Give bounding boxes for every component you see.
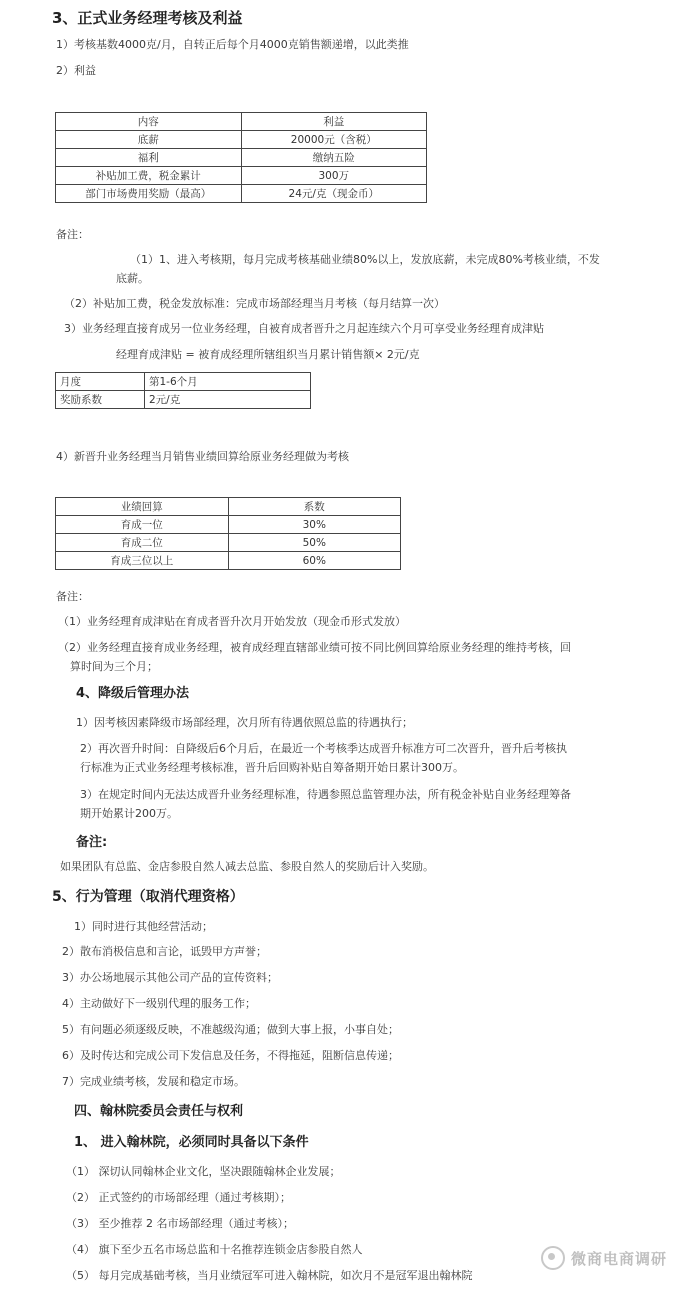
s4-p2a: 2）再次晋升时间：自降级后6个月后，在最近一个考核季达成晋升标准方可二次晋升，晋升后考核执 [80,742,567,755]
list-item: （4） 旗下至少五名市场总监和十名推荐连锁金店参股自然人 [66,1243,363,1256]
table-cell: 育成一位 [56,516,229,534]
table-header-cell: 业绩回算 [56,498,229,516]
table-cell: 缴纳五险 [241,149,427,167]
s3-p4: 4）新晋升业务经理当月销售业绩回算给原业务经理做为考核 [56,450,349,463]
table-header-cell: 内容 [56,113,242,131]
table-row [56,534,401,552]
table-cell: 24元/克（现金币） [241,185,427,203]
benefits-table [55,112,427,203]
list-item: 1）同时进行其他经营活动； [74,920,213,933]
table-cell: 第1-6个月 [145,373,311,391]
formula: 经理育成津贴 = 被育成经理所辖组织当月累计销售额× 2元/克 [116,348,420,361]
table-cell: 底薪 [56,131,242,149]
list-item: 7）完成业绩考核，发展和稳定市场。 [62,1075,245,1088]
note-3: 3）业务经理直接育成另一位业务经理，自被育成者晋升之月起连续六个月可享受业务经理育成津贴 [64,322,544,335]
list-item: 6）及时传达和完成公司下发信息及任务，不得拖延，阻断信息传递； [62,1049,399,1062]
section-5-title: 5、行为管理（取消代理资格） [52,889,244,905]
table-row [56,167,427,185]
note-2: （2）补贴加工费，税金发放标准：完成市场部经理当月考核（每月结算一次） [64,297,445,310]
table-cell: 育成二位 [56,534,229,552]
table-header-cell: 利益 [241,113,427,131]
table-row [56,185,427,203]
table-row [56,149,427,167]
section-3-title: 3、正式业务经理考核及利益 [52,9,243,27]
table-cell: 30% [228,516,401,534]
table-header-cell: 系数 [228,498,401,516]
table-row [56,498,401,516]
table-cell: 奖励系数 [56,391,145,409]
list-item: 4）主动做好下一级别代理的服务工作； [62,997,256,1010]
section-4-title: 4、降级后管理办法 [76,686,190,701]
list-item: 2）散布消极信息和言论，诋毁甲方声誉； [62,945,267,958]
watermark-text: 微商电商调研 [570,1249,667,1268]
table-row [56,516,401,534]
list-item: （2） 正式签约的市场部经理（通过考核期）； [66,1191,291,1204]
table-cell: 50% [228,534,401,552]
list-item: （3） 至少推荐 2 名市场部经理（通过考核）； [66,1217,294,1230]
s4-p1: 1）因考核因素降级市场部经理，次月所有待遇依照总监的待遇执行； [76,716,413,729]
table-cell: 2元/克 [145,391,311,409]
list-item: 5）有问题必须逐级反映，不准越级沟通；做到大事上报，小事自处； [62,1023,399,1036]
wechat-icon [541,1246,565,1270]
watermark [541,1246,667,1270]
s3-p1: 1）考核基数4000克/月，自转正后每个月4000克销售额递增，以此类推 [56,38,409,51]
note-b2a: （2）业务经理直接育成业务经理，被育成经理直辖部业绩可按不同比例回算给原业务经理的维持考核，回 [58,641,571,654]
s4-p3b: 期开始累计200万。 [80,807,178,820]
table-cell: 月度 [56,373,145,391]
s3-p2: 2）利益 [56,64,96,77]
table-cell: 300万 [241,167,427,185]
list-item: （1） 深切认同翰林企业文化，坚决跟随翰林企业发展； [66,1165,341,1178]
note-b1: （1）业务经理育成津贴在育成者晋升次月开始发放（现金币形式发放） [58,615,406,628]
table-row [56,552,401,570]
table-cell: 福利 [56,149,242,167]
note-label: 备注： [56,228,89,241]
s4-p2b: 行标准为正式业务经理考核标准，晋升后回购补贴自筹备期开始日累计300万。 [80,761,464,774]
table-row [56,373,311,391]
backcalc-table [55,497,401,570]
note-b2b: 算时间为三个月； [70,660,158,673]
table-cell: 部门市场费用奖励（最高） [56,185,242,203]
s4-note: 如果团队有总监、金店参股自然人减去总监、参股自然人的奖励后计入奖励。 [60,860,434,873]
note-1b: 底薪。 [116,272,149,285]
coefficient-table [55,372,311,409]
table-row [56,113,427,131]
s4-note-label: 备注: [76,835,108,850]
note-1a: （1）1、进入考核期，每月完成考核基础业绩80%以上，发放底薪，未完成80%考核业绩，不发 [130,253,600,266]
note-label-2: 备注： [56,590,89,603]
table-cell: 20000元（含税） [241,131,427,149]
table-row [56,391,311,409]
table-cell: 60% [228,552,401,570]
section-6-subtitle: 1、 进入翰林院，必须同时具备以下条件 [74,1135,309,1150]
table-cell: 补贴加工费，税金累计 [56,167,242,185]
table-row [56,131,427,149]
section-6-title: 四、翰林院委员会责任与权利 [74,1104,244,1119]
list-item: （5） 每月完成基础考核，当月业绩冠军可进入翰林院，如次月不是冠军退出翰林院 [66,1269,473,1282]
table-cell: 育成三位以上 [56,552,229,570]
s4-p3a: 3）在规定时间内无法达成晋升业务经理标准，待遇参照总监管理办法，所有税金补贴自业务经理筹备 [80,788,571,801]
list-item: 3）办公场地展示其他公司产品的宣传资料； [62,971,278,984]
